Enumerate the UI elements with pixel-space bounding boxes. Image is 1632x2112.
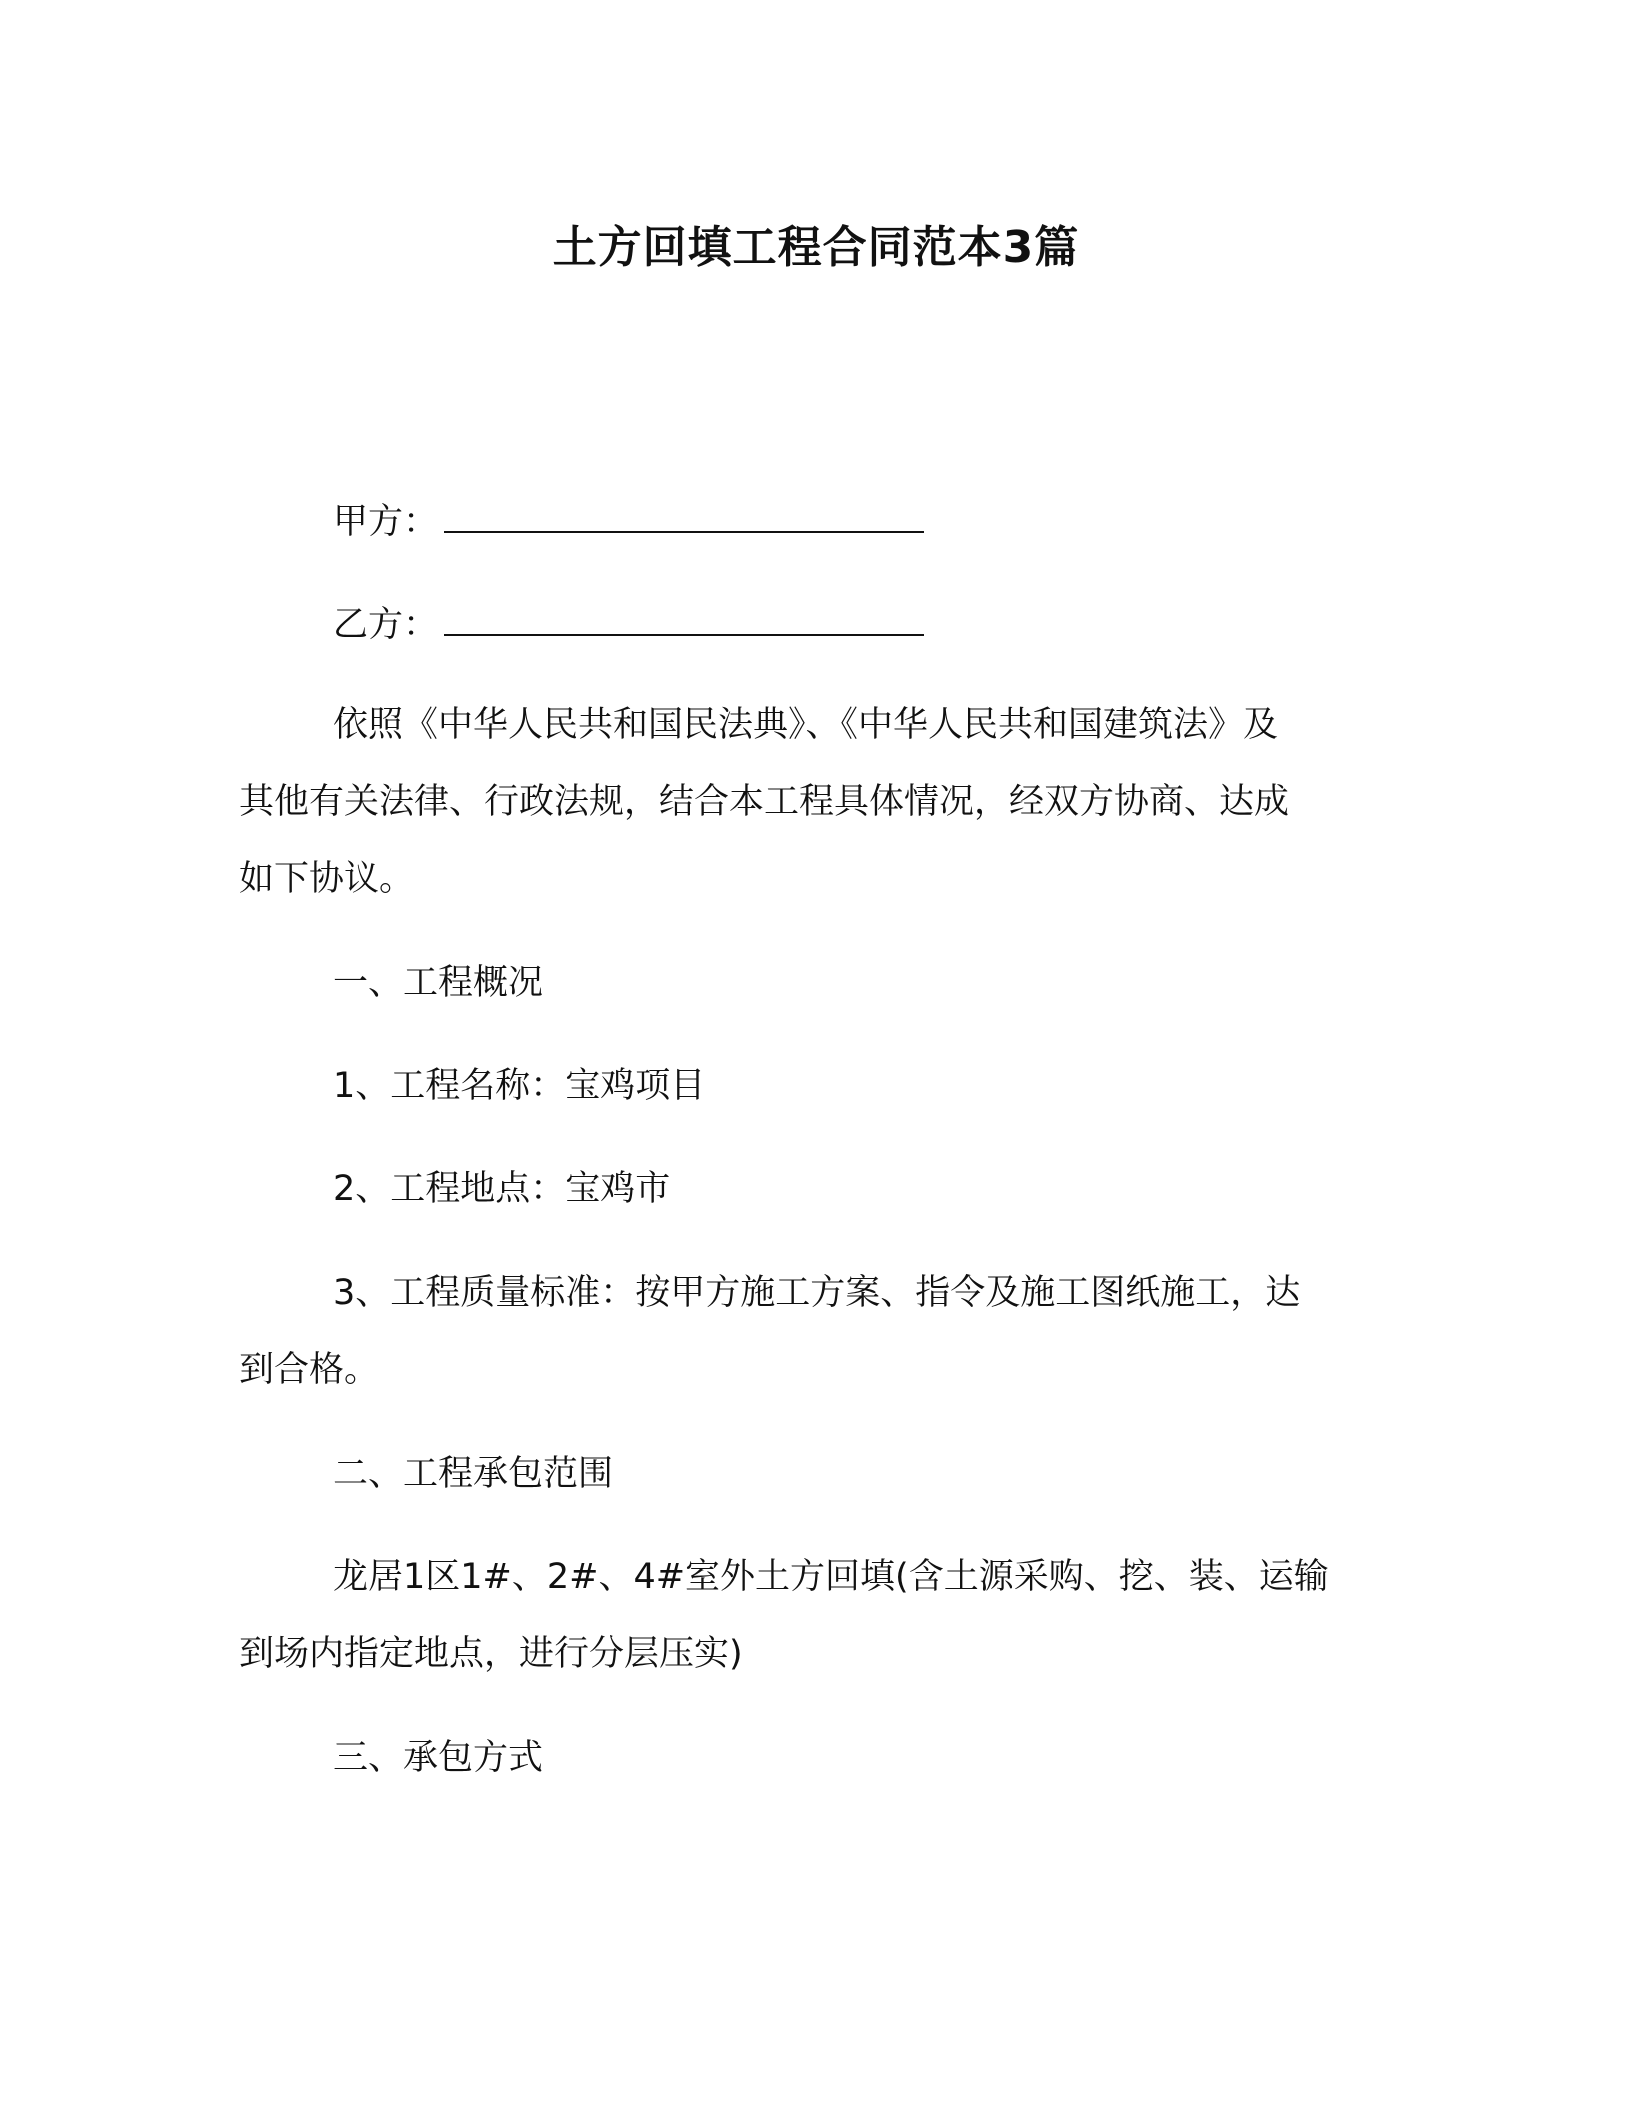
party-b-label: 乙方： bbox=[333, 605, 439, 645]
section-1-item-3-line-2: 到合格。 bbox=[239, 1350, 380, 1390]
section-2-body-line-2: 到场内指定地点，进行分层压实) bbox=[239, 1634, 743, 1674]
section-1-heading: 一、工程概况 bbox=[333, 963, 544, 1003]
section-2-heading: 二、工程承包范围 bbox=[333, 1454, 614, 1494]
party-b-line bbox=[333, 598, 924, 650]
party-a-blank bbox=[444, 495, 924, 533]
party-a-label: 甲方： bbox=[333, 502, 439, 542]
section-3-heading: 三、承包方式 bbox=[333, 1738, 544, 1778]
intro-line-1: 依照《中华人民共和国民法典》、《中华人民共和国建筑法》及 bbox=[333, 705, 1279, 745]
section-1-item-2: 2、工程地点：宝鸡市 bbox=[333, 1169, 671, 1209]
section-2-body-line-1: 龙居1区1#、2#、4#室外土方回填(含土源采购、挖、装、运输 bbox=[333, 1557, 1329, 1597]
page-title: 土方回填工程合同范本3篇 bbox=[552, 222, 1080, 273]
intro-line-3: 如下协议。 bbox=[239, 859, 415, 899]
intro-line-2: 其他有关法律、行政法规，结合本工程具体情况，经双方协商、达成 bbox=[239, 782, 1290, 822]
party-a-line bbox=[333, 495, 924, 547]
section-1-item-3-line-1: 3、工程质量标准：按甲方施工方案、指令及施工图纸施工，达 bbox=[333, 1273, 1301, 1313]
party-b-blank bbox=[444, 598, 924, 636]
section-1-item-1: 1、工程名称：宝鸡项目 bbox=[333, 1066, 706, 1106]
